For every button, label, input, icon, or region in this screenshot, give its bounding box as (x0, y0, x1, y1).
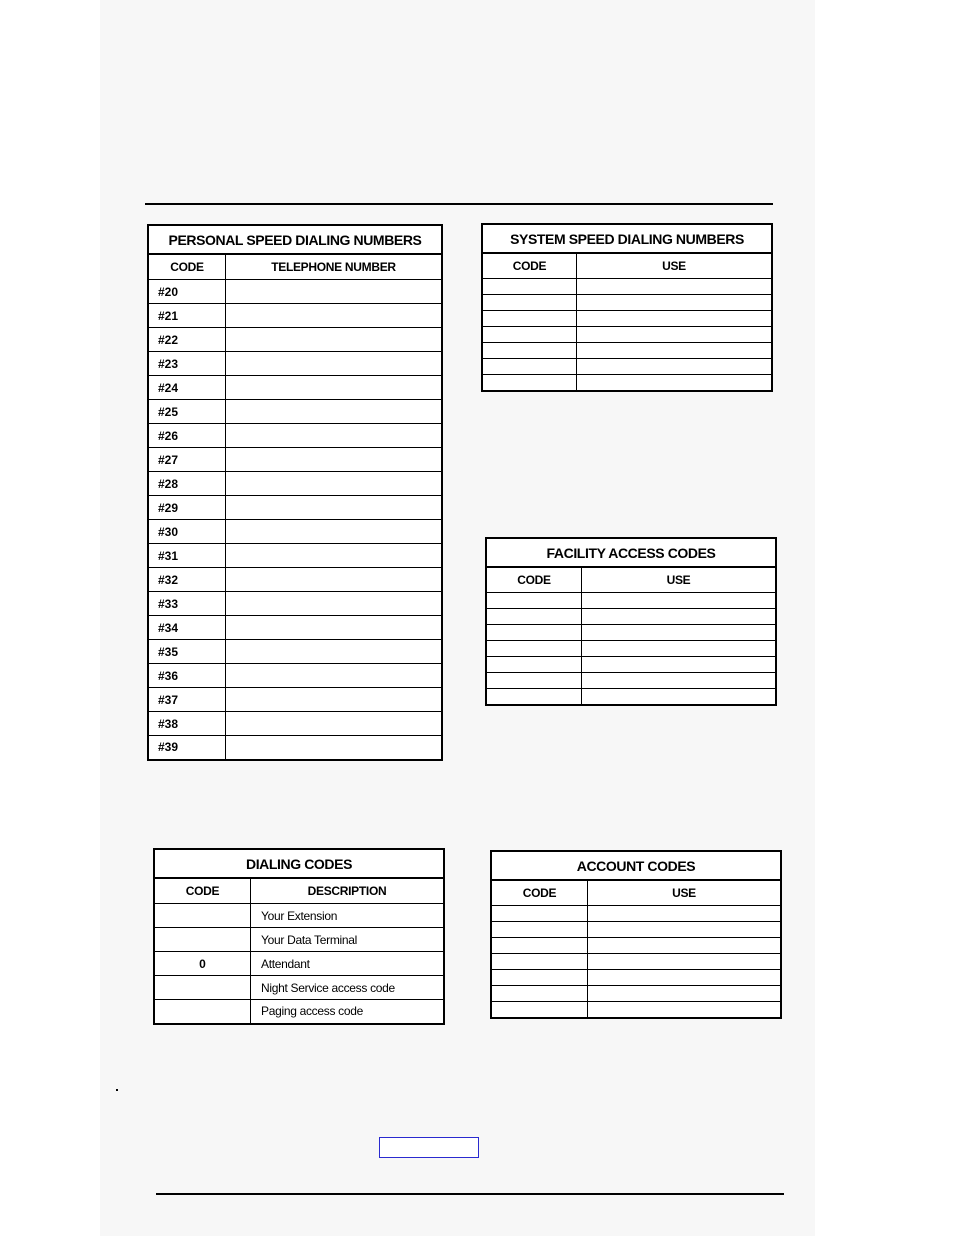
account-code-header: CODE (491, 880, 588, 906)
stray-mark (116, 1089, 118, 1091)
speed-code: #33 (148, 592, 226, 616)
telephone-number-field[interactable] (226, 352, 443, 376)
table-row (491, 986, 781, 1002)
use-field[interactable] (577, 343, 773, 359)
use-field[interactable] (588, 986, 782, 1002)
table-row (486, 673, 776, 689)
use-field[interactable] (577, 311, 773, 327)
table-row (491, 954, 781, 970)
speed-code: #27 (148, 448, 226, 472)
account-codes-table (490, 850, 782, 1019)
personal-speed-dialing-table (147, 224, 443, 761)
speed-code: #30 (148, 520, 226, 544)
use-field[interactable] (582, 657, 777, 673)
telephone-number-field[interactable] (226, 640, 443, 664)
facility-use-header: USE (582, 567, 777, 593)
table-row (482, 295, 772, 311)
speed-code: #28 (148, 472, 226, 496)
table-row (148, 544, 442, 568)
code-field[interactable] (482, 375, 577, 392)
table-row (148, 280, 442, 304)
facility-access-table (485, 537, 777, 706)
table-row (148, 352, 442, 376)
code-field[interactable] (486, 593, 582, 609)
code-field[interactable] (486, 657, 582, 673)
telephone-number-field[interactable] (226, 592, 443, 616)
table-row (482, 327, 772, 343)
use-field[interactable] (577, 295, 773, 311)
code-field[interactable] (486, 641, 582, 657)
table-row (148, 520, 442, 544)
personal-speed-title: PERSONAL SPEED DIALING NUMBERS (148, 225, 442, 254)
table-row (148, 472, 442, 496)
personal-code-header: CODE (148, 254, 226, 280)
table-row (491, 922, 781, 938)
telephone-number-field[interactable] (226, 712, 443, 736)
code-field[interactable] (486, 625, 582, 641)
code-field[interactable] (491, 970, 588, 986)
table-row (148, 328, 442, 352)
table-row (148, 424, 442, 448)
dialing-codes-table (153, 848, 445, 1025)
speed-code: #39 (148, 736, 226, 760)
code-field[interactable] (491, 906, 588, 922)
dialing-code-value[interactable] (154, 1000, 251, 1024)
telephone-number-field[interactable] (226, 424, 443, 448)
use-field[interactable] (577, 375, 773, 392)
table-row (148, 496, 442, 520)
telephone-number-field[interactable] (226, 568, 443, 592)
code-field[interactable] (486, 689, 582, 706)
table-row (486, 609, 776, 625)
telephone-number-field[interactable] (226, 520, 443, 544)
speed-code: #36 (148, 664, 226, 688)
speed-code: #35 (148, 640, 226, 664)
code-field[interactable] (491, 986, 588, 1002)
table-row (491, 906, 781, 922)
table-row (148, 400, 442, 424)
table-row (486, 593, 776, 609)
code-field[interactable] (486, 673, 582, 689)
speed-code: #29 (148, 496, 226, 520)
table-row (482, 343, 772, 359)
table-row (486, 689, 776, 706)
dialing-description: Night Service access code (251, 976, 445, 1000)
dialing-description: Attendant (251, 952, 445, 976)
use-field[interactable] (588, 1002, 782, 1019)
dialing-codes-title: DIALING CODES (154, 849, 444, 878)
system-speed-title: SYSTEM SPEED DIALING NUMBERS (482, 224, 772, 253)
personal-number-header: TELEPHONE NUMBER (226, 254, 443, 280)
telephone-number-field[interactable] (226, 544, 443, 568)
speed-code: #26 (148, 424, 226, 448)
table-row (148, 592, 442, 616)
system-use-header: USE (577, 253, 773, 279)
speed-code: #21 (148, 304, 226, 328)
speed-code: #22 (148, 328, 226, 352)
dialing-code-header: CODE (154, 878, 251, 904)
use-field[interactable] (577, 279, 773, 295)
telephone-number-field[interactable] (226, 736, 443, 760)
code-field[interactable] (482, 311, 577, 327)
table-row (482, 311, 772, 327)
use-field[interactable] (588, 954, 782, 970)
table-row (148, 712, 442, 736)
use-field[interactable] (588, 922, 782, 938)
telephone-number-field[interactable] (226, 400, 443, 424)
table-row (148, 448, 442, 472)
code-field[interactable] (482, 359, 577, 375)
table-row (154, 976, 444, 1000)
telephone-number-field[interactable] (226, 496, 443, 520)
table-row (148, 376, 442, 400)
table-row (148, 568, 442, 592)
top-rule (145, 203, 773, 205)
code-field[interactable] (482, 327, 577, 343)
speed-code: #20 (148, 280, 226, 304)
system-code-header: CODE (482, 253, 577, 279)
table-row (491, 970, 781, 986)
bottom-rule (156, 1193, 784, 1195)
account-title: ACCOUNT CODES (491, 851, 781, 880)
table-row (154, 928, 444, 952)
navigation-link-box[interactable] (379, 1137, 479, 1158)
code-field[interactable] (491, 922, 588, 938)
code-field[interactable] (491, 938, 588, 954)
speed-code: #31 (148, 544, 226, 568)
table-row (148, 736, 442, 760)
dialing-description: Your Data Terminal (251, 928, 445, 952)
table-row (482, 375, 772, 392)
use-field[interactable] (582, 625, 777, 641)
telephone-number-field[interactable] (226, 280, 443, 304)
use-field[interactable] (582, 673, 777, 689)
speed-code: #23 (148, 352, 226, 376)
dialing-desc-header: DESCRIPTION (251, 878, 445, 904)
telephone-number-field[interactable] (226, 688, 443, 712)
account-use-header: USE (588, 880, 782, 906)
code-field[interactable] (491, 954, 588, 970)
table-row (148, 304, 442, 328)
table-row (148, 616, 442, 640)
speed-code: #37 (148, 688, 226, 712)
code-field[interactable] (482, 295, 577, 311)
speed-code: #25 (148, 400, 226, 424)
code-field[interactable] (482, 343, 577, 359)
system-speed-dialing-table (481, 223, 773, 392)
use-field[interactable] (577, 359, 773, 375)
table-row (482, 359, 772, 375)
code-field[interactable] (486, 609, 582, 625)
dialing-code-value[interactable] (154, 928, 251, 952)
telephone-number-field[interactable] (226, 448, 443, 472)
use-field[interactable] (588, 906, 782, 922)
code-field[interactable] (482, 279, 577, 295)
dialing-code-value[interactable] (154, 976, 251, 1000)
dialing-description: Your Extension (251, 904, 445, 928)
table-row (486, 641, 776, 657)
speed-code: #38 (148, 712, 226, 736)
dialing-code-value[interactable]: 0 (154, 952, 251, 976)
telephone-number-field[interactable] (226, 376, 443, 400)
table-row (154, 952, 444, 976)
table-row (148, 688, 442, 712)
use-field[interactable] (582, 609, 777, 625)
speed-code: #34 (148, 616, 226, 640)
dialing-code-value[interactable] (154, 904, 251, 928)
telephone-number-field[interactable] (226, 664, 443, 688)
table-row (148, 640, 442, 664)
facility-title: FACILITY ACCESS CODES (486, 538, 776, 567)
use-field[interactable] (588, 938, 782, 954)
table-row (491, 938, 781, 954)
table-row (486, 657, 776, 673)
table-row (491, 1002, 781, 1019)
table-row (154, 904, 444, 928)
facility-code-header: CODE (486, 567, 582, 593)
speed-code: #32 (148, 568, 226, 592)
use-field[interactable] (588, 970, 782, 986)
code-field[interactable] (491, 1002, 588, 1019)
dialing-description: Paging access code (251, 1000, 445, 1024)
speed-code: #24 (148, 376, 226, 400)
use-field[interactable] (577, 327, 773, 343)
table-row (486, 625, 776, 641)
table-row (482, 279, 772, 295)
telephone-number-field[interactable] (226, 328, 443, 352)
telephone-number-field[interactable] (226, 304, 443, 328)
telephone-number-field[interactable] (226, 472, 443, 496)
use-field[interactable] (582, 689, 777, 706)
table-row (154, 1000, 444, 1024)
table-row (148, 664, 442, 688)
telephone-number-field[interactable] (226, 616, 443, 640)
use-field[interactable] (582, 593, 777, 609)
use-field[interactable] (582, 641, 777, 657)
